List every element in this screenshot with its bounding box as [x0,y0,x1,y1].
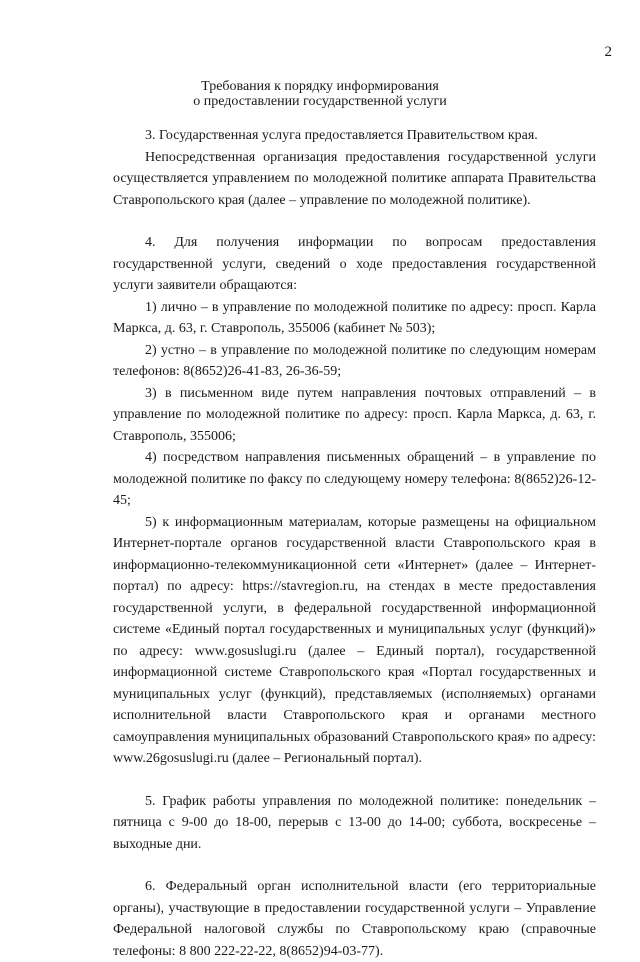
paragraph-4-item-4: 4) посредством направления письменных обращений – в управление по молодежной политике по факсу по следующему номеру телефона: 8(8652)26-12-45; [113,450,596,508]
paragraph-4-item-1: 1) лично – в управление по молодежной политике по адресу: просп. Карла Маркса, д. 63, г. Ставрополь, 355006 (кабинет № 503); [113,299,596,336]
spacer [113,211,596,232]
paragraph-6: 6. Федеральный орган исполнительной власти (его территориальные органы), участвующие в предоставлении государственной услуги – Управление Федеральной налоговой службы по Ставропольскому краю (справочные телефоны: 8 800 222-22-22, 8(8652)94-03-77). [113,879,596,959]
paragraph-4-item-3: 3) в письменном виде путем направления почтовых отправлений – в управление по молодежной политике по адресу: просп. Карла Маркса, д. 63, г. Ставрополь, 355006; [113,385,596,444]
page-number: 2 [604,44,612,60]
paragraph-3: 3. Государственная услуга предоставляется Правительством края. [145,128,538,143]
spacer [113,770,596,791]
paragraph-5: 5. График работы управления по молодежной политике: понедельник – пятница с 9-00 до 18-00, перерыв с 13-00 до 14-00; суббота, воскресенье – выходные дни. [113,793,596,852]
paragraph-4-item-2: 2) устно – в управление по молодежной политике по следующим номерам телефонов: 8(8652)26-41-83, 26-36-59; [113,342,596,379]
section-title-line-2: о предоставлении государственной услуги [193,94,447,109]
section-title-line-1: Требования к порядку информирования [201,79,439,94]
paragraph-4: 4. Для получения информации по вопросам предоставления государственной услуги, сведений о ходе предоставления государственной услуги заявители обращаются: [113,235,596,293]
spacer [113,855,596,876]
paragraph-3-organization: Непосредственная организация предоставления государственной услуги осуществляется управлением по молодежной политике аппарата Правительства Ставропольского края (далее – управление по молодежной политике). [113,149,596,208]
document-body [113,125,596,962]
paragraph-4-item-5: 5) к информационным материалам, которые размещены на официальном Интернет-портале органов государственной власти Ставропольского края в информационно-телекоммуникационной сети «Интернет» (далее – Интернет-портал) по адресу: https://stavregion.ru, на стендах в месте предоставления государственной услуги, в федеральной государственной информационной системе «Единый портал государственных и муниципальных услуг (функций)» по адресу: www.gosuslugi.ru (далее – Единый портал), государственной информационной системе Ставропольского края «Портал государственных и муниципальных услуг (функций), представляемых (исполняемых) органами исполнительной власти Ставропольского края и органами местного самоуправления муниципальных образований Ставропольского края» по адресу: www.26gosuslugi.ru (далее – Региональный портал). [113,514,596,766]
section-title [0,79,640,109]
